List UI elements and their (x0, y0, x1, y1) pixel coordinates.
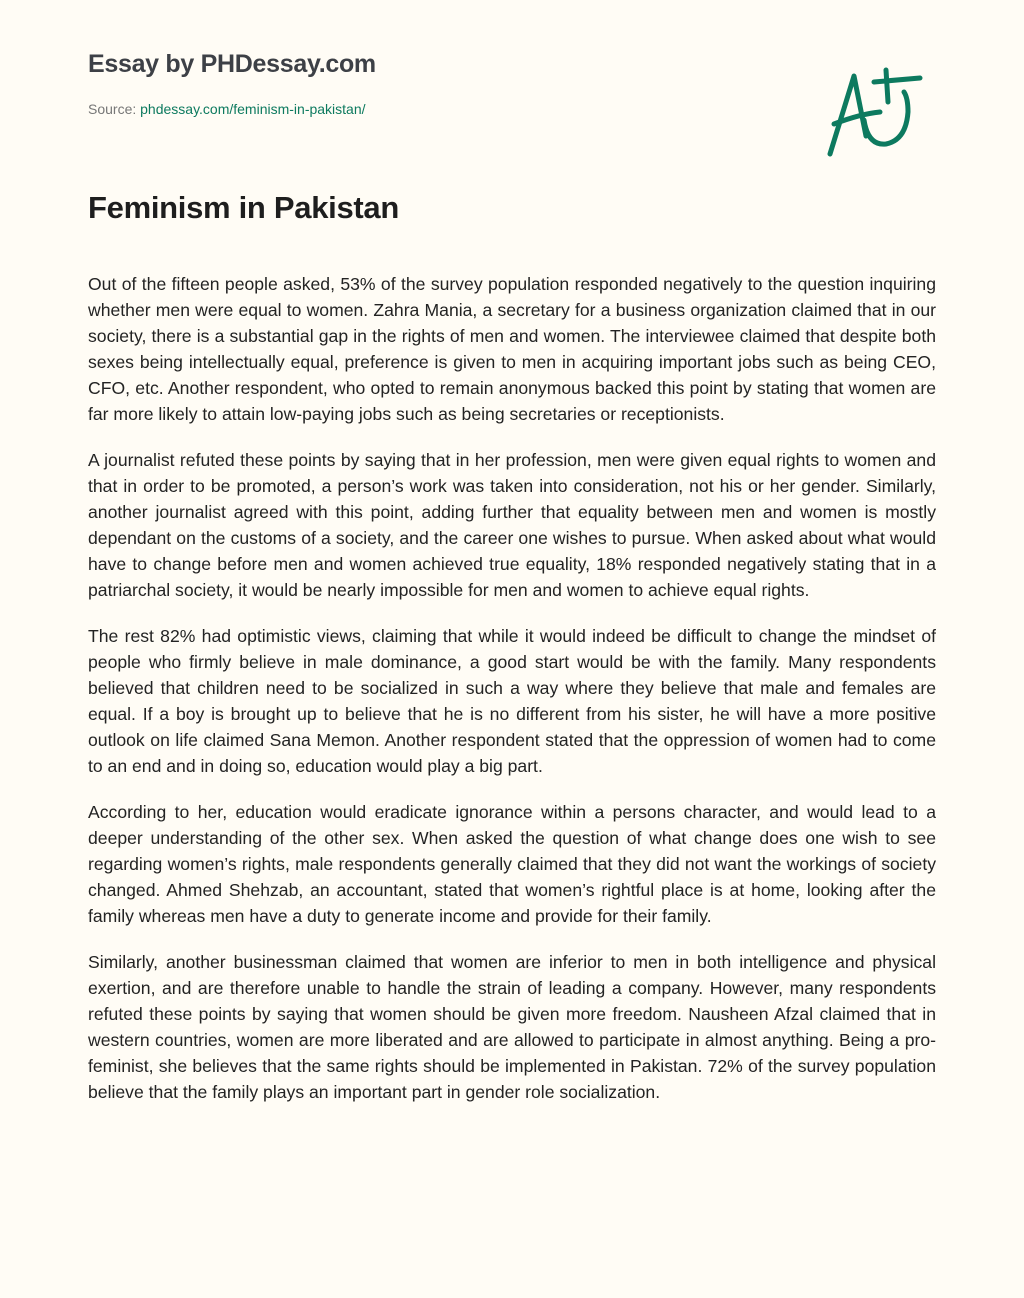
site-brand: Essay by PHDessay.com (88, 50, 376, 78)
paragraph: A journalist refuted these points by saying that in her profession, men were given equal rights to women and that in order to be promoted, a person’s work was taken into consideration, not his or her gender. Similarly, another journalist agreed with this point, adding further that equality between men and women is mostly dependant on the customs of a society, and the career one wishes to pursue. When asked about what would have to change before men and women achieved true equality, 18% responded negatively stating that in a patriarchal society, it would be nearly impossible for men and women to achieve equal rights. (88, 450, 936, 600)
paragraph: According to her, education would eradicate ignorance within a persons character, and would lead to a deeper understanding of the other sex. When asked the question of what change does one wish to see regarding women’s rights, male respondents generally claimed that they did not want the workings of society changed. Ahmed Shehzab, an accountant, stated that women’s rightful place is at home, looking after the family whereas men have a duty to generate income and provide for their family. (88, 802, 936, 926)
a-plus-logo-icon (820, 62, 930, 162)
source-label: Source: (88, 101, 137, 117)
paragraph: The rest 82% had optimistic views, claiming that while it would indeed be difficult to change the mindset of people who firmly believe in male dominance, a good start would be with the family. Many respondents believed that children need to be socialized in such a way where they believe that male and females are equal. If a boy is brought up to believe that he is no different from his sister, he will have a more positive outlook on life claimed Sana Memon. Another respondent stated that the oppression of women had to come to an end and in doing so, education would play a big part. (88, 626, 936, 776)
essay-title: Feminism in Pakistan (88, 190, 399, 225)
essay-body (88, 271, 936, 1252)
source-line (88, 101, 366, 117)
paragraph: Similarly, another businessman claimed that women are inferior to men in both intelligence and physical exertion, and are therefore unable to handle the strain of leading a company. However, many respondents refuted these points by saying that women should be given more freedom. Nausheen Afzal claimed that in western countries, women are more liberated and are allowed to participate in almost anything. Being a pro-feminist, she believes that the same rights should be implemented in Pakistan. 72% of the survey population believe that the family plays an important part in gender role socialization. (88, 952, 936, 1102)
source-link[interactable]: phdessay.com/feminism-in-pakistan/ (140, 101, 366, 117)
paragraph: Out of the fifteen people asked, 53% of the survey population responded negatively to the question inquiring whether men were equal to women. Zahra Mania, a secretary for a business organization claimed that in our society, there is a substantial gap in the rights of men and women. The interviewee claimed that despite both sexes being intellectually equal, preference is given to men in acquiring important jobs such as being CEO, CFO, etc. Another respondent, who opted to remain anonymous backed this point by stating that women are far more likely to attain low-paying jobs such as being secretaries or receptionists. (88, 274, 936, 424)
